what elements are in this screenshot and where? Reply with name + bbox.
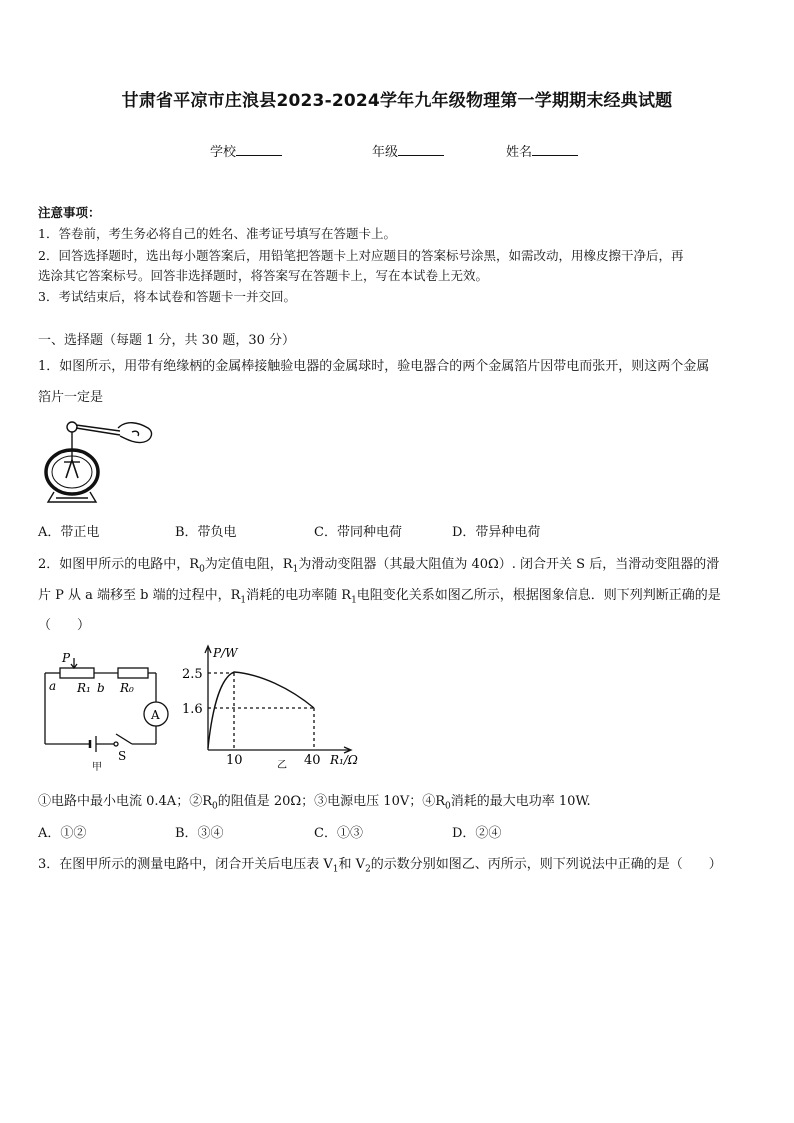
- sub-1: 1: [351, 595, 357, 606]
- notice-heading: 注意事项：: [38, 205, 101, 220]
- label-fig-jia: 甲: [92, 762, 102, 773]
- switch-blade: [116, 734, 132, 744]
- q1-option-c[interactable]: C．带同种电荷: [314, 525, 402, 540]
- label-b: b: [97, 681, 105, 695]
- q3-text-c: 的示数分别如图乙、丙所示，则下列说法中正确的是（ ）: [370, 857, 722, 872]
- notice-item-2: 2．回答选择题时，选出每小题答案后，用铅笔把答题卡上对应题目的答案标号涂黑，如需改动，用橡皮擦干净后，再: [38, 248, 684, 263]
- q2-stmt-c: 消耗的最大电功率 10W.: [450, 794, 591, 809]
- notice-item-2-cont: 选涂其它答案标号。回答非选择题时，将答案写在答题卡上，写在本试卷上无效。: [38, 268, 489, 283]
- q2-text-1b: 为定值电阻，R: [204, 557, 293, 572]
- label-ammeter: A: [151, 708, 160, 722]
- q2-stem-line1: [38, 553, 719, 575]
- grade-field[interactable]: [372, 141, 444, 160]
- notice-item-3: 3．考试结束后，将本试卷和答题卡一并交回。: [38, 289, 296, 304]
- y-axis-label: P/W: [213, 646, 238, 660]
- q1-option-d[interactable]: D．带异种电荷: [452, 525, 541, 540]
- power-curve: [208, 672, 314, 748]
- switch-contact: [114, 742, 118, 746]
- q2-stem-line2: [38, 584, 721, 606]
- power-graph: [180, 640, 370, 772]
- q2-stmt-a: ①电路中最小电流 0.4A；②R: [38, 794, 212, 809]
- label-r1: R₁: [77, 681, 91, 695]
- name-label: 姓名: [506, 145, 533, 160]
- name-field[interactable]: [506, 141, 578, 160]
- sub-2: 2: [365, 864, 371, 875]
- q2-statements: [38, 790, 591, 812]
- q1-stem-line2: 箔片一定是: [38, 390, 104, 405]
- q3-text-b: 和 V: [338, 857, 366, 872]
- q2-option-c[interactable]: C．①③: [314, 826, 363, 841]
- r0-resistor: [118, 668, 148, 678]
- y-tick-1-6: 1.6: [182, 702, 203, 717]
- q3-text-a: 3．在图甲所示的测量电路中，闭合开关后电压表 V: [38, 857, 333, 872]
- sub-0: 0: [445, 801, 451, 812]
- x-axis-label: R₁/Ω: [330, 753, 358, 767]
- q2-text-2b: 消耗的电功率随 R: [246, 588, 352, 603]
- name-blank[interactable]: [532, 143, 578, 156]
- x-tick-10: 10: [226, 753, 243, 768]
- fig-yi-label: 乙: [277, 760, 287, 771]
- electroscope-figure: [40, 414, 160, 508]
- q2-text-2c: 电阻变化关系如图乙所示，根据图象信息．则下列判断正确的是: [356, 588, 721, 603]
- q2-option-a[interactable]: A．①②: [38, 826, 87, 841]
- school-field[interactable]: [210, 141, 282, 160]
- school-blank[interactable]: [236, 143, 282, 156]
- section-heading: 一、选择题（每题 1 分，共 30 题，30 分）: [38, 333, 296, 348]
- q1-stem-line1: 1．如图所示，用带有绝缘柄的金属棒接触验电器的金属球时，验电器合的两个金属箔片因带电而张开，则这两个金属: [38, 359, 710, 374]
- q1-option-b[interactable]: B．带负电: [175, 525, 237, 540]
- sub-1: 1: [332, 864, 339, 875]
- q2-stmt-b: 的阻值是 20Ω；③电源电压 10V；④R: [217, 794, 446, 809]
- label-a: a: [49, 679, 57, 693]
- notice-item-1: 1．答卷前，考生务必将自己的姓名、准考证号填写在答题卡上。: [38, 226, 396, 241]
- sub-0: 0: [211, 801, 218, 812]
- label-p: P: [62, 651, 71, 665]
- sub-1: 1: [292, 564, 299, 575]
- q2-option-b[interactable]: B．③④: [175, 826, 224, 841]
- x-tick-40: 40: [304, 753, 321, 768]
- q2-text-2a: 片 P 从 a 端移至 b 端的过程中，R: [38, 588, 241, 603]
- q1-option-a[interactable]: A．带正电: [38, 525, 100, 540]
- r1-resistor: [60, 668, 94, 678]
- label-r0: R₀: [120, 681, 134, 695]
- q2-text-1a: 2．如图甲所示的电路中，R: [38, 557, 200, 572]
- grade-label: 年级: [372, 145, 399, 160]
- q3-stem-line1: [38, 853, 722, 875]
- sub-1: 1: [240, 595, 247, 606]
- circuit-diagram: [40, 648, 180, 773]
- sub-0: 0: [199, 564, 205, 575]
- label-switch: S: [118, 749, 127, 763]
- q2-option-d[interactable]: D．②④: [452, 826, 502, 841]
- grade-blank[interactable]: [398, 143, 444, 156]
- q2-text-1c: 为滑动变阻器（其最大阻值为 40Ω）. 闭合开关 S 后，当滑动变阻器的滑: [298, 557, 720, 572]
- school-label: 学校: [210, 145, 237, 160]
- y-tick-2-5: 2.5: [182, 667, 203, 682]
- q2-stem-line3: （ ）: [38, 618, 91, 633]
- page-title: 甘肃省平凉市庄浪县2023-2024学年九年级物理第一学期期末经典试题: [121, 91, 673, 111]
